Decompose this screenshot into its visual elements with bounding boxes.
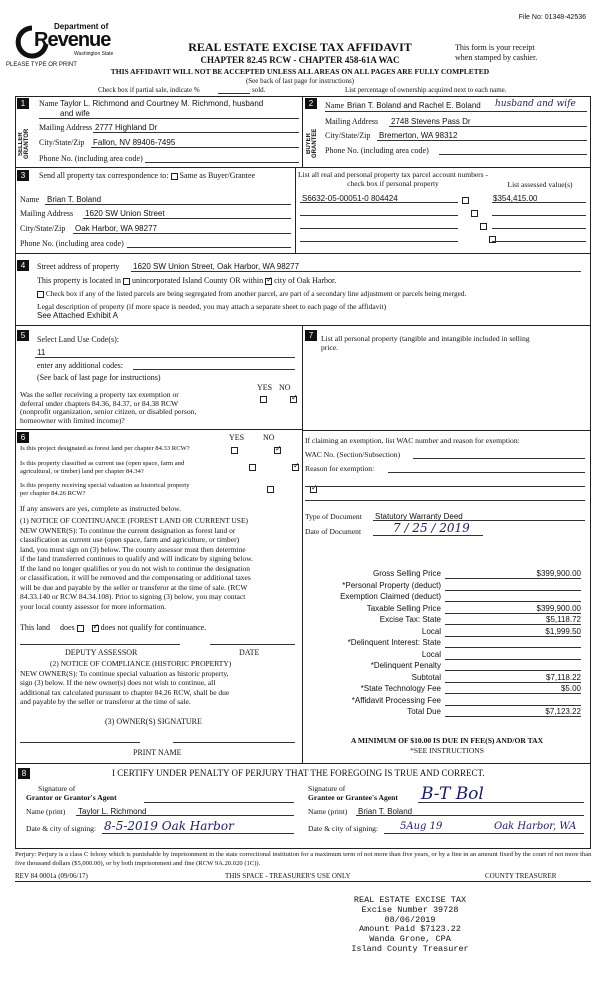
seller-mail-label: Mailing Address bbox=[39, 123, 93, 132]
tax-row bbox=[303, 569, 591, 580]
assessed-value[interactable]: $354,415.00 bbox=[493, 194, 538, 203]
current-use-question: Is this property classified as current use (open space, farm and agricultural, or timber) land per chapter 84.34? bbox=[20, 460, 185, 475]
reason-label: Reason for exemption: bbox=[305, 464, 375, 473]
seller-city[interactable]: Fallon, NV 89406-7495 bbox=[93, 138, 176, 147]
form-chapter: CHAPTER 82.45 RCW - CHAPTER 458-61A WAC bbox=[200, 55, 400, 65]
section-7-number: 7 bbox=[305, 330, 317, 341]
section-3-number: 3 bbox=[17, 170, 29, 181]
wac-field[interactable] bbox=[413, 458, 585, 459]
tax-row-value[interactable]: $399,900.00 bbox=[445, 569, 581, 579]
grantor-print-label: Name (print) bbox=[26, 807, 66, 816]
print-name-label: PRINT NAME bbox=[133, 748, 182, 757]
doc-date[interactable]: 7 / 25 / 2019 bbox=[393, 521, 470, 535]
tax-row-label: *Personal Property (deduct) bbox=[342, 580, 441, 590]
seller-mail[interactable]: 2777 Highland Dr bbox=[95, 123, 158, 132]
tax-row bbox=[303, 638, 591, 649]
tax-row-label: Local bbox=[421, 649, 441, 659]
tax-row bbox=[303, 581, 591, 592]
land-use-see-back: (See back of last page for instructions) bbox=[37, 373, 161, 382]
doc-date-label: Date of Document bbox=[305, 527, 362, 536]
form-title: REAL ESTATE EXCISE TAX AFFIDAVIT bbox=[188, 40, 412, 54]
dor-logo bbox=[12, 18, 122, 64]
tax-row-label: *Delinquent Penalty bbox=[370, 661, 441, 670]
seller-name[interactable]: Taylor L. Richmond and Courtney M. Richmond, husband bbox=[60, 99, 264, 108]
buyer-side-label: BUYER GRANTEE bbox=[306, 128, 318, 158]
tax-row-label: *Affidavit Processing Fee bbox=[351, 695, 441, 705]
tax-row bbox=[303, 615, 591, 626]
buyer-mail-line bbox=[389, 126, 587, 127]
tax-row bbox=[303, 592, 591, 603]
stamp-date: 08/06/2019 bbox=[384, 914, 436, 925]
legal-description[interactable]: See Attached Exhibit A bbox=[37, 311, 118, 320]
tax-row-value[interactable] bbox=[445, 650, 581, 660]
tax-row bbox=[303, 627, 591, 638]
historic-question: Is this property receiving special valuation as historical property per chapter 84.26 RCW? bbox=[20, 482, 190, 497]
send-to-label: Send all property tax correspondence to: bbox=[39, 171, 169, 180]
grantor-signature-field[interactable] bbox=[144, 802, 294, 803]
forest-question: Is this project designated as forest land per chapter 84.33 RCW? bbox=[20, 445, 190, 452]
grantee-date-label: Date & city of signing: bbox=[308, 824, 379, 833]
forest-yes-checkbox[interactable] bbox=[231, 447, 238, 454]
assessed-header: List assessed value(s) bbox=[507, 180, 573, 189]
tax-row-label: Local bbox=[421, 626, 441, 636]
section-property bbox=[15, 254, 591, 326]
any-yes-note: If any answers are yes, complete as instructed below. bbox=[20, 504, 182, 513]
unincorporated-checkbox[interactable] bbox=[123, 278, 130, 285]
corr-city-line bbox=[73, 233, 291, 234]
receipt-line2: when stamped by cashier. bbox=[455, 53, 538, 62]
continuance-notice: (1) NOTICE OF CONTINUANCE (FOREST LAND OR CURRENT USE) NEW OWNER(S): To continue the current designation as forest land or classification as current use (open space, farm and agriculture, or timber) land, you must sign on (3) below. The county assessor must then determine if the land transferred continues to qualify and will indicate by signing below. If the land no longer qualifies or you do not wish to continue the designation or classification, it will be removed and the compensating or additional taxes will be due and payable by the seller or transferor at the time of sale. (RCW 84.33.140 or RCW 84.34.108). Prior to signing (3) below, you may contact your local county assessor for more information. bbox=[20, 516, 253, 611]
within-city-checkbox[interactable] bbox=[265, 278, 272, 285]
sold-label: sold. bbox=[252, 86, 266, 94]
buyer-mail-label: Mailing Address bbox=[325, 117, 379, 126]
buyer-phone-field[interactable] bbox=[439, 154, 587, 155]
partial-sale-label: Check box if partial sale, indicate % bbox=[98, 86, 200, 94]
dept-logo-text: Revenue bbox=[34, 29, 111, 51]
section-6-number: 6 bbox=[17, 432, 29, 443]
doc-type-label: Type of Document bbox=[305, 512, 362, 521]
dept-state: Washington State bbox=[74, 51, 114, 57]
deputy-assessor-label: DEPUTY ASSESSOR bbox=[65, 648, 138, 657]
this-land-label: This land bbox=[20, 623, 50, 632]
tax-row-value[interactable]: $1,999.50 bbox=[445, 627, 581, 637]
tax-row-label: Subtotal bbox=[411, 672, 441, 682]
legal-desc-label: Legal description of property (if more space is needed, you may attach a separate sheet to each page of the affidavit) bbox=[37, 302, 387, 311]
owner-signature-field-1[interactable] bbox=[20, 742, 140, 743]
buyer-phone-label: Phone No. (including area code) bbox=[325, 146, 429, 155]
section-land-use bbox=[15, 326, 303, 430]
no-header-5: NO bbox=[279, 383, 291, 392]
seller-phone-field[interactable] bbox=[145, 162, 299, 163]
claim-exemption-label: If claiming an exemption, list WAC number and reason for exemption: bbox=[305, 436, 520, 445]
buyer-city-line bbox=[377, 140, 587, 141]
buyer-name-handwritten: husband and wife bbox=[495, 99, 576, 109]
stamp-treasurer-title: Island County Treasurer bbox=[351, 943, 469, 954]
does-not-qualify-label: does not qualify for continuance. bbox=[100, 623, 207, 632]
tax-row-value[interactable] bbox=[445, 581, 581, 591]
section-certification bbox=[15, 764, 591, 849]
corr-phone-label: Phone No. (including area code) bbox=[20, 239, 124, 248]
section-seller bbox=[15, 96, 303, 168]
county-treasurer: COUNTY TREASURER bbox=[485, 872, 557, 880]
grantee-sig-label: Signature of Grantee or Grantee's Agent bbox=[308, 784, 398, 802]
corr-city[interactable]: Oak Harbor, WA 98277 bbox=[75, 224, 157, 233]
section-1-number: 1 bbox=[17, 98, 29, 109]
additional-codes-field[interactable] bbox=[133, 369, 295, 370]
buyer-name[interactable]: Brian T. Boland and Rachel E. Boland bbox=[347, 101, 481, 110]
stamp-treasurer-name: Wanda Grone, CPA bbox=[369, 934, 451, 945]
current-use-yes-checkbox[interactable] bbox=[249, 464, 256, 471]
buyer-name-line bbox=[325, 111, 587, 112]
segregated-label: Check box if any of the listed parcels are being segregated from another parcel, are part of a secondary line adjustment or parcels being merged. bbox=[45, 289, 467, 298]
corr-phone-field[interactable] bbox=[127, 247, 291, 248]
wac-label: WAC No. (Section/Subsection) bbox=[305, 450, 401, 459]
perjury-notice: Perjury: Perjury is a class C felony which is punishable by imprisonment in the state correctional institution for a maximum term of not more than five years, or by a fine in an amount fixed by the court of not more than five thousand dollars ($5,000.00), or by both imprisonment and fine (RCW 9A.20.020 (1C)). bbox=[15, 851, 592, 867]
corr-name-label: Name bbox=[20, 195, 40, 204]
segregated-checkbox[interactable] bbox=[37, 291, 44, 298]
tax-row bbox=[303, 650, 591, 661]
partial-sale-line[interactable] bbox=[218, 93, 250, 94]
tax-row-value[interactable]: $5,118.72 bbox=[445, 615, 581, 625]
buyer-city[interactable]: Bremerton, WA 98312 bbox=[379, 131, 458, 140]
section-correspondence bbox=[15, 168, 296, 254]
dept-line1: Department of bbox=[54, 22, 109, 31]
seller-city-line bbox=[91, 147, 299, 148]
exemption-yes-checkbox[interactable] bbox=[260, 396, 267, 403]
current-use-no-checkbox[interactable] bbox=[292, 464, 299, 471]
treasurer-stamp bbox=[320, 896, 500, 955]
corr-mail-line bbox=[83, 218, 291, 219]
seller-city-label: City/State/Zip bbox=[39, 138, 85, 147]
yes-header-5: YES bbox=[257, 383, 273, 392]
tax-row bbox=[303, 696, 591, 707]
section-2-number: 2 bbox=[305, 98, 317, 109]
personal-property-checkbox-3[interactable] bbox=[480, 223, 487, 230]
stamp-excise-number: Excise Number 39728 bbox=[361, 904, 459, 915]
land-use-code[interactable]: 11 bbox=[37, 348, 46, 357]
grantor-sig-label: Signature of Grantor or Grantor's Agent bbox=[26, 784, 117, 802]
grantee-print-label: Name (print) bbox=[308, 807, 348, 816]
same-as-buyer-checkbox[interactable] bbox=[171, 173, 178, 180]
does-not-qualify-checkbox[interactable] bbox=[92, 625, 99, 632]
grantee-city[interactable]: Oak Harbor, WA bbox=[494, 821, 577, 832]
owner-signature-label: (3) OWNER(S) SIGNATURE bbox=[105, 717, 202, 726]
land-use-label: Select Land Use Code(s): bbox=[37, 335, 119, 344]
tax-row-label: Total Due bbox=[407, 707, 441, 716]
grantee-signature[interactable]: B-T Bol bbox=[421, 784, 484, 804]
parcel-table bbox=[296, 168, 591, 254]
deputy-date-label: DATE bbox=[239, 648, 260, 657]
corr-mail-label: Mailing Address bbox=[20, 209, 74, 218]
tax-row bbox=[303, 661, 591, 672]
no-header-6: NO bbox=[263, 433, 275, 442]
tax-row-value[interactable] bbox=[445, 638, 581, 648]
yes-header-6: YES bbox=[229, 433, 245, 442]
parcel-number[interactable]: S6632-05-00051-0 804424 bbox=[302, 194, 398, 203]
form-warning: THIS AFFIDAVIT WILL NOT BE ACCEPTED UNLESS ALL AREAS ON ALL PAGES ARE FULLY COMPLETED bbox=[110, 67, 490, 76]
corr-name-line bbox=[45, 204, 291, 205]
ownership-label: List percentage of ownership acquired next to each name. bbox=[345, 86, 507, 94]
tax-row-value[interactable]: $5.00 bbox=[445, 684, 581, 694]
section-sale-details bbox=[303, 326, 591, 764]
seller-mail-line bbox=[93, 132, 299, 133]
tax-row bbox=[303, 604, 591, 615]
grantor-date-city[interactable]: 8-5-2019 Oak Harbor bbox=[104, 819, 234, 833]
parcel-header: List all real and personal property tax parcel account numbers - check box if personal property bbox=[298, 170, 488, 188]
tax-row-label: Exemption Claimed (deduct) bbox=[340, 592, 441, 601]
does-qualify-checkbox[interactable] bbox=[77, 625, 84, 632]
grantor-date-label: Date & city of signing: bbox=[26, 824, 97, 833]
tax-row bbox=[303, 684, 591, 695]
grantee-date[interactable]: 5Aug 19 bbox=[400, 821, 443, 832]
tax-row bbox=[303, 707, 591, 718]
type-print: PLEASE TYPE OR PRINT bbox=[6, 62, 77, 68]
seller-name-label: Name bbox=[39, 99, 59, 108]
tax-row-value[interactable]: $399,900.00 bbox=[445, 604, 581, 614]
owner-signature-field-2[interactable] bbox=[173, 742, 295, 743]
section-5-number: 5 bbox=[17, 330, 29, 341]
personal-property-checkbox-1[interactable] bbox=[462, 197, 469, 204]
see-back: (See back of last page for instructions) bbox=[245, 77, 355, 85]
street-label: Street address of property bbox=[37, 262, 120, 271]
revision-number: REV 84 0001a (09/06/17) bbox=[15, 872, 88, 880]
certify-statement: I CERTIFY UNDER PENALTY OF PERJURY THAT THE FOREGOING IS TRUE AND CORRECT. bbox=[112, 768, 485, 778]
forest-no-checkbox[interactable] bbox=[274, 447, 281, 454]
tax-row-label: *State Technology Fee bbox=[360, 684, 441, 693]
compliance-notice: (2) NOTICE OF COMPLIANCE (HISTORIC PROPERTY) NEW OWNER(S): To continue special valuation as historic property, sign (3) below. If the new owner(s) does not wish to continue, all additional tax calculated pursuant to chapter 84.26 RCW, shall be due and payable by the seller or transferor at the time of sale. bbox=[20, 659, 232, 706]
tax-row-value[interactable] bbox=[445, 696, 581, 706]
receipt-line1: This form is your receipt bbox=[455, 43, 535, 52]
seller-phone-label: Phone No. (including area code) bbox=[39, 154, 143, 163]
corr-city-label: City/State/Zip bbox=[20, 224, 66, 233]
stamp-amount-paid: Amount Paid $7123.22 bbox=[358, 924, 462, 935]
file-number: File No: 01348-42536 bbox=[518, 14, 586, 21]
city-of-label: city of Oak Harbor. bbox=[274, 276, 337, 285]
seller-name-2[interactable]: and wife bbox=[60, 109, 90, 118]
tax-row bbox=[303, 673, 591, 684]
seller-side-label: SELLER GRANTOR bbox=[18, 128, 30, 160]
stamp-line-1: REAL ESTATE EXCISE TAX bbox=[353, 895, 467, 905]
tax-row-value[interactable] bbox=[445, 661, 581, 671]
reason-field[interactable] bbox=[388, 472, 585, 473]
section-8-number: 8 bbox=[18, 768, 30, 779]
additional-codes-label: enter any additional codes: bbox=[37, 361, 123, 370]
property-street[interactable]: 1620 SW Union Street, Oak Harbor, WA 98277 bbox=[133, 262, 300, 271]
exemption-no-checkbox[interactable] bbox=[290, 396, 297, 403]
personal-property-checkbox-2[interactable] bbox=[471, 210, 478, 217]
grantee-print-name[interactable]: Brian T. Boland bbox=[358, 807, 413, 816]
grantor-print-name[interactable]: Taylor L. Richmond bbox=[78, 807, 147, 816]
tax-row-value[interactable] bbox=[445, 592, 581, 602]
tax-row-label: Gross Selling Price bbox=[372, 569, 441, 578]
section-designation bbox=[15, 430, 303, 764]
treasurer-use: THIS SPACE - TREASURER'S USE ONLY bbox=[225, 872, 351, 880]
exemption-question: Was the seller receiving a property tax exemption or deferral under chapters 84.36, 84.37, or 84.38 RCW (nonprofit organization, senior citizen, or disabled person, homeowner with limited income)? bbox=[20, 390, 197, 425]
buyer-mail[interactable]: 2748 Stevens Pass Dr bbox=[391, 117, 471, 126]
personal-property-label: List all personal property (tangible and intangible included in selling price. bbox=[321, 334, 530, 352]
corr-name[interactable]: Brian T. Boland bbox=[47, 195, 102, 204]
tax-row-value[interactable]: $7,123.22 bbox=[445, 707, 581, 717]
tax-row-label: *Delinquent Interest: State bbox=[347, 638, 441, 647]
seller-name-line bbox=[39, 118, 299, 119]
section-4-number: 4 bbox=[17, 260, 29, 271]
corr-mail[interactable]: 1620 SW Union Street bbox=[85, 209, 165, 218]
section-buyer bbox=[303, 96, 591, 168]
tax-row-label: Excise Tax: State bbox=[379, 615, 441, 624]
same-as-buyer-label: Same as Buyer/Grantee bbox=[179, 171, 256, 180]
tax-row-label: Taxable Selling Price bbox=[366, 603, 441, 613]
tax-row-value[interactable]: $7,118.22 bbox=[445, 673, 581, 683]
historic-yes-checkbox[interactable] bbox=[267, 486, 274, 493]
doc-type[interactable]: Statutory Warranty Deed bbox=[375, 512, 463, 521]
see-instructions: *SEE INSTRUCTIONS bbox=[409, 746, 485, 755]
does-label: does bbox=[60, 623, 75, 632]
buyer-name-label: Name bbox=[325, 101, 345, 110]
unincorporated-label: unincorporated Island County OR within bbox=[131, 276, 264, 285]
located-label: This property is located in bbox=[37, 276, 121, 285]
minimum-fee-note: A MINIMUM OF $10.00 IS DUE IN FEE(S) AND/OR TAX bbox=[350, 736, 544, 745]
buyer-city-label: City/State/Zip bbox=[325, 131, 371, 140]
